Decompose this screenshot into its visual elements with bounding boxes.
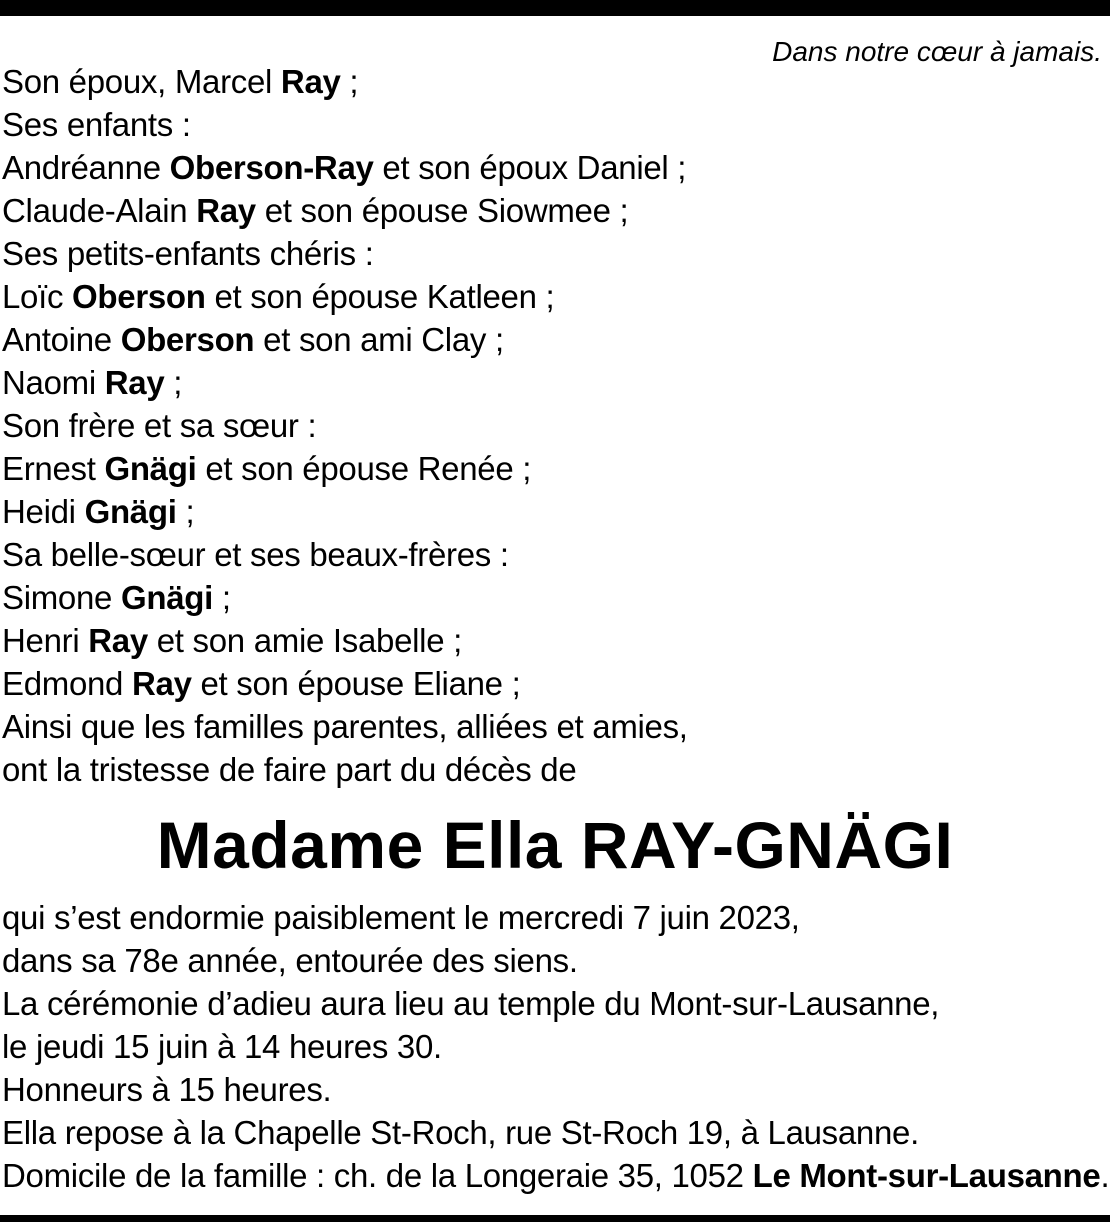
family-line: [2, 748, 688, 791]
detail-line: [2, 1025, 1109, 1068]
line-text: Son frère et sa sœur :: [2, 407, 317, 444]
line-text: Andréanne: [2, 149, 170, 186]
surname-text: Ray: [104, 364, 165, 401]
line-text: et son époux Daniel ;: [373, 149, 687, 186]
surname-text: Le Mont-sur-Lausanne: [752, 1157, 1101, 1194]
line-text: et son épouse Eliane ;: [191, 665, 521, 702]
line-text: ;: [176, 493, 195, 530]
family-line: [2, 232, 688, 275]
detail-line: [2, 939, 1109, 982]
line-text: Domicile de la famille : ch. de la Longeraie 35, 1052: [2, 1157, 753, 1194]
line-text: Edmond: [2, 665, 132, 702]
line-text: et son épouse Renée ;: [196, 450, 532, 487]
line-text: et son ami Clay ;: [254, 321, 504, 358]
line-text: Ses enfants :: [2, 106, 191, 143]
line-text: qui s’est endormie paisiblement le mercredi 7 juin 2023,: [2, 899, 800, 936]
line-text: et son épouse Siowmee ;: [255, 192, 629, 229]
bottom-rule: [0, 1215, 1110, 1222]
line-text: Ses petits-enfants chéris :: [2, 235, 374, 272]
line-text: Honneurs à 15 heures.: [2, 1071, 332, 1108]
family-line: [2, 404, 688, 447]
detail-line: [2, 1154, 1109, 1197]
surname-text: Ray: [131, 665, 192, 702]
detail-line: [2, 982, 1109, 1025]
family-line: [2, 275, 688, 318]
surname-text: Ray: [280, 63, 341, 100]
line-text: Naomi: [2, 364, 105, 401]
surname-text: Oberson: [120, 321, 255, 358]
family-line: [2, 146, 688, 189]
deceased-name: Madame Ella RAY-GNÄGI: [156, 808, 954, 882]
top-rule: [0, 0, 1110, 16]
line-text: Antoine: [2, 321, 121, 358]
family-line: [2, 189, 688, 232]
line-text: Ainsi que les familles parentes, alliées et amies,: [2, 708, 688, 745]
surname-text: Ray: [196, 192, 256, 229]
surname-text: Oberson-Ray: [169, 149, 374, 186]
family-list: [2, 60, 688, 791]
family-line: [2, 533, 688, 576]
line-text: Henri: [2, 622, 89, 659]
detail-line: [2, 896, 1109, 939]
line-text: Loïc: [2, 278, 73, 315]
line-text: ;: [164, 364, 183, 401]
line-text: Ernest: [2, 450, 105, 487]
surname-text: Gnägi: [84, 493, 177, 530]
ceremony-details: [2, 896, 1109, 1197]
line-text: et son épouse Katleen ;: [205, 278, 555, 315]
line-text: La cérémonie d’adieu aura lieu au temple du Mont-sur-Lausanne,: [2, 985, 940, 1022]
detail-line: [2, 1068, 1109, 1111]
line-text: dans sa 78e année, entourée des siens.: [2, 942, 578, 979]
line-text: .: [1100, 1157, 1110, 1194]
family-line: [2, 361, 688, 404]
family-line: [2, 490, 688, 533]
line-text: Heidi: [2, 493, 85, 530]
line-text: ont la tristesse de faire part du décès de: [2, 751, 577, 788]
line-text: Ella repose à la Chapelle St-Roch, rue St-Roch 19, à Lausanne.: [2, 1114, 919, 1151]
surname-text: Ray: [88, 622, 148, 659]
line-text: Sa belle-sœur et ses beaux-frères :: [2, 536, 509, 573]
surname-text: Oberson: [72, 278, 206, 315]
family-line: [2, 576, 688, 619]
line-text: ;: [212, 579, 231, 616]
family-line: [2, 318, 688, 361]
family-line: [2, 662, 688, 705]
family-line: [2, 705, 688, 748]
line-text: le jeudi 15 juin à 14 heures 30.: [2, 1028, 442, 1065]
family-line: [2, 447, 688, 490]
family-line: [2, 60, 688, 103]
detail-line: [2, 1111, 1109, 1154]
line-text: Simone: [2, 579, 121, 616]
line-text: ;: [340, 63, 359, 100]
family-line: [2, 619, 688, 662]
line-text: Son époux, Marcel: [2, 63, 281, 100]
surname-text: Gnägi: [120, 579, 213, 616]
line-text: Claude-Alain: [2, 192, 197, 229]
line-text: et son amie Isabelle ;: [147, 622, 462, 659]
epigraph: Dans notre cœur à jamais.: [772, 36, 1102, 67]
surname-text: Gnägi: [104, 450, 197, 487]
family-line: [2, 103, 688, 146]
